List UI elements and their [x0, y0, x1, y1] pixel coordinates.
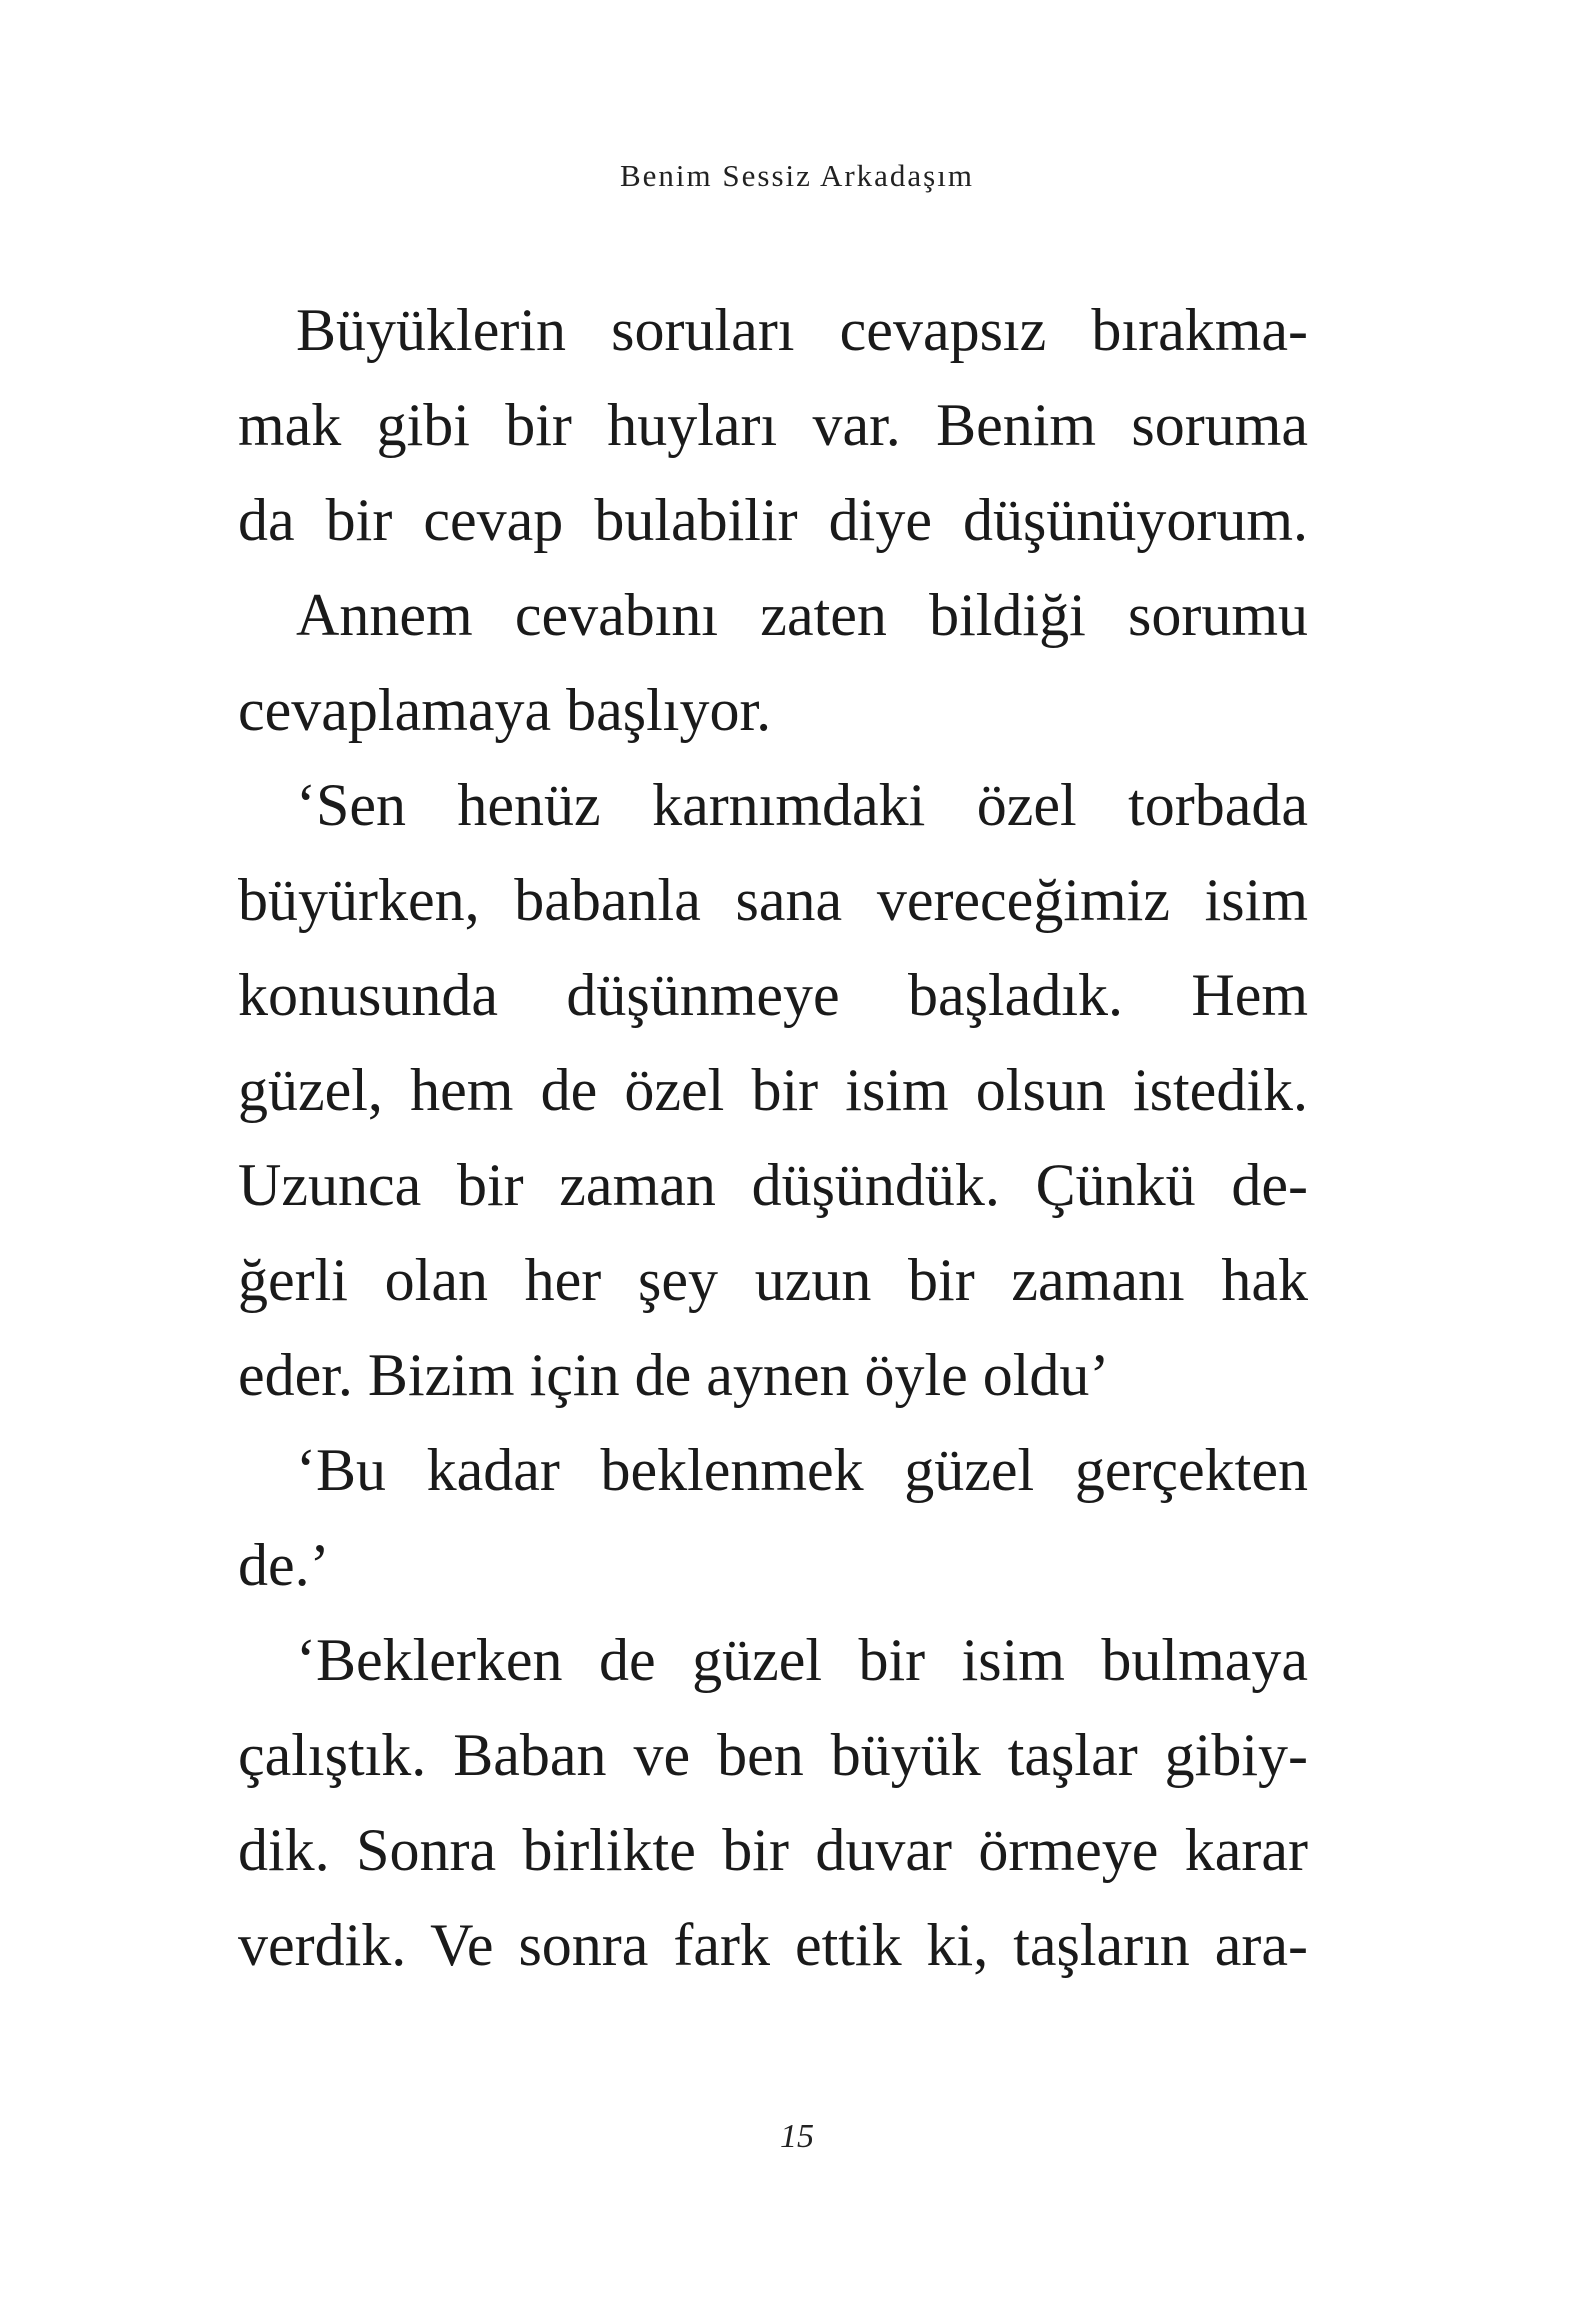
text-line: verdik. Ve sonra fark ettik ki, taşların ara-: [238, 1912, 1308, 1978]
body-text: [238, 283, 1308, 1993]
text-line: güzel, hem de özel bir isim olsun istedik.: [238, 1057, 1308, 1123]
text-line: da bir cevap bulabilir diye düşünüyorum.: [238, 487, 1308, 553]
text-line: ‘Sen henüz karnımdaki özel torbada: [296, 772, 1308, 838]
text-line: de.’: [238, 1532, 330, 1598]
paragraph-5: [238, 1613, 1308, 1993]
text-line: konusunda düşünmeye başladık. Hem: [238, 962, 1308, 1028]
text-line: mak gibi bir huyları var. Benim soruma: [238, 392, 1308, 458]
text-line: ‘Bu kadar beklenmek güzel gerçekten: [296, 1437, 1308, 1503]
text-line: Uzunca bir zaman düşündük. Çünkü de-: [238, 1152, 1308, 1218]
running-header: Benim Sessiz Arkadaşım: [620, 158, 974, 193]
text-line: Annem cevabını zaten bildiği sorumu: [296, 582, 1308, 648]
text-line: ğerli olan her şey uzun bir zamanı hak: [238, 1247, 1308, 1313]
text-line: çalıştık. Baban ve ben büyük taşlar gibiy-: [238, 1722, 1308, 1788]
text-line: eder. Bizim için de aynen öyle oldu’: [238, 1342, 1110, 1408]
text-line: ‘Beklerken de güzel bir isim bulmaya: [296, 1627, 1308, 1693]
paragraph-1: [238, 283, 1308, 568]
paragraph-3: [238, 758, 1308, 1423]
text-line: büyürken, babanla sana vereceğimiz isim: [238, 867, 1308, 933]
text-line: cevaplamaya başlıyor.: [238, 677, 772, 743]
paragraph-2: [238, 568, 1308, 758]
paragraph-4: [238, 1423, 1308, 1613]
text-line: dik. Sonra birlikte bir duvar örmeye karar: [238, 1817, 1308, 1883]
text-line: Büyüklerin soruları cevapsız bırakma-: [296, 297, 1308, 363]
page-number: 15: [780, 2118, 814, 2155]
